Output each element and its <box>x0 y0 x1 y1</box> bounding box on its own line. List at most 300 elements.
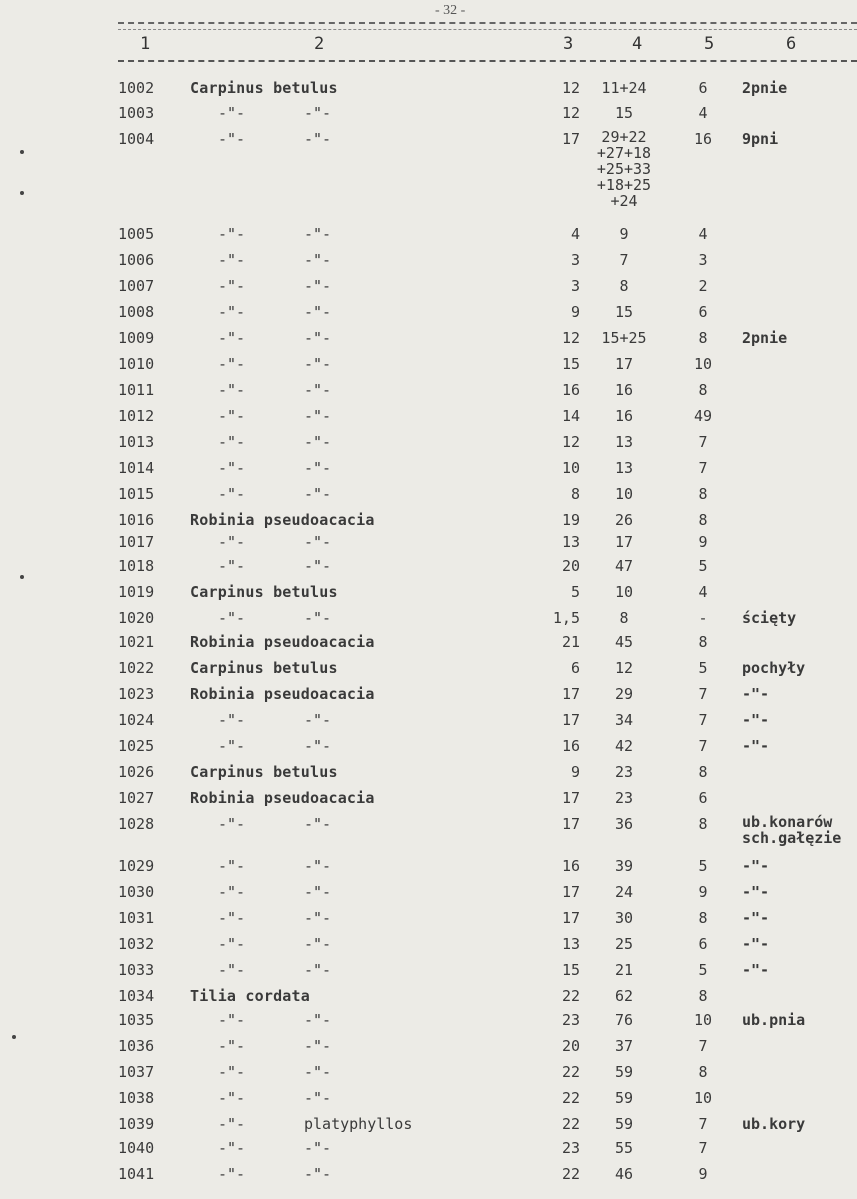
table-row <box>0 1114 857 1140</box>
circumference-value: 11+24 <box>601 79 647 97</box>
circumference-value: 23 <box>614 789 634 807</box>
crown-value: 8 <box>698 1063 708 1081</box>
table-row <box>0 788 857 814</box>
table-row <box>0 406 857 432</box>
row-number: 1012 <box>118 407 155 425</box>
row-number: 1004 <box>118 130 155 148</box>
column-header-3: 3 <box>563 34 574 54</box>
height-value: 22 <box>561 1165 580 1183</box>
crown-value: 49 <box>693 407 713 425</box>
crown-value: 9 <box>698 883 708 901</box>
row-number: 1017 <box>118 533 155 551</box>
circumference-value: 10 <box>614 485 634 503</box>
ditto-mark-species: -"- <box>304 277 332 295</box>
crown-value: 9 <box>698 1165 708 1183</box>
ditto-mark-species: -"- <box>304 130 332 148</box>
ditto-mark-genus: -"- <box>218 433 246 451</box>
crown-value: 7 <box>698 459 708 477</box>
remarks: -"- <box>742 737 770 755</box>
remarks: -"- <box>742 883 770 901</box>
ditto-mark-species: -"- <box>304 609 332 627</box>
margin-mark <box>20 191 24 195</box>
height-value: 17 <box>561 815 580 833</box>
height-value: 4 <box>570 225 580 243</box>
height-value: 22 <box>561 1089 580 1107</box>
row-number: 1030 <box>118 883 155 901</box>
remarks: -"- <box>742 935 770 953</box>
circumference-value: 46 <box>614 1165 634 1183</box>
ditto-mark-species: -"- <box>304 251 332 269</box>
crown-value: 8 <box>698 815 708 833</box>
crown-value: 5 <box>698 659 708 677</box>
table-row <box>0 1036 857 1062</box>
circumference-value: 23 <box>614 763 634 781</box>
circumference-value: 10 <box>614 583 634 601</box>
table-row <box>0 458 857 484</box>
height-value: 15 <box>561 355 580 373</box>
species-name: Robinia pseudoacacia <box>190 685 375 703</box>
table-row <box>0 710 857 736</box>
height-value: 8 <box>570 485 580 503</box>
height-value: 15 <box>561 961 580 979</box>
crown-value: 7 <box>698 433 708 451</box>
height-value: 17 <box>561 685 580 703</box>
crown-value: 10 <box>693 1089 713 1107</box>
ditto-mark-genus: -"- <box>218 459 246 477</box>
circumference-value: 29 <box>614 685 634 703</box>
species-name: Carpinus betulus <box>190 763 338 781</box>
circumference-value: 59 <box>614 1063 634 1081</box>
ditto-mark-species: -"- <box>304 225 332 243</box>
crown-value: 3 <box>698 251 708 269</box>
ditto-mark-species: -"- <box>304 961 332 979</box>
row-number: 1039 <box>118 1115 155 1133</box>
ditto-mark-genus: -"- <box>218 883 246 901</box>
row-number: 1041 <box>118 1165 155 1183</box>
row-number: 1038 <box>118 1089 155 1107</box>
ditto-mark-species: -"- <box>304 1037 332 1055</box>
ditto-mark-species: -"- <box>304 1063 332 1081</box>
margin-mark <box>20 575 24 579</box>
ditto-mark-species: -"- <box>304 1165 332 1183</box>
table-row <box>0 556 857 582</box>
row-number: 1029 <box>118 857 155 875</box>
remarks: ub.pnia <box>742 1011 806 1029</box>
ditto-mark-genus: -"- <box>218 533 246 551</box>
crown-value: 7 <box>698 1037 708 1055</box>
circumference-value: 9 <box>619 225 629 243</box>
circumference-value: 62 <box>614 987 634 1005</box>
crown-value: 8 <box>698 485 708 503</box>
row-number: 1014 <box>118 459 155 477</box>
height-value: 21 <box>561 633 580 651</box>
ditto-mark-species: -"- <box>304 303 332 321</box>
circumference-value: 25 <box>614 935 634 953</box>
ditto-mark-genus: -"- <box>218 1011 246 1029</box>
ditto-mark-species: -"- <box>304 485 332 503</box>
row-number: 1016 <box>118 511 155 529</box>
crown-value: 8 <box>698 633 708 651</box>
row-number: 1035 <box>118 1011 155 1029</box>
height-value: 6 <box>570 659 580 677</box>
table-row <box>0 813 857 847</box>
header-rule <box>118 60 857 62</box>
row-number: 1024 <box>118 711 155 729</box>
ditto-mark-species: -"- <box>304 329 332 347</box>
height-value: 3 <box>570 277 580 295</box>
height-value: 9 <box>570 763 580 781</box>
circumference-value: 16 <box>614 407 634 425</box>
ditto-mark-genus: -"- <box>218 277 246 295</box>
circumference-value: 34 <box>614 711 634 729</box>
circumference-value: 12 <box>614 659 634 677</box>
ditto-mark-species: -"- <box>304 533 332 551</box>
crown-value: 5 <box>698 557 708 575</box>
height-value: 13 <box>561 935 580 953</box>
height-value: 22 <box>561 1115 580 1133</box>
crown-value: 8 <box>698 381 708 399</box>
circumference-value: 15+25 <box>601 329 647 347</box>
row-number: 1018 <box>118 557 155 575</box>
ditto-mark-species: -"- <box>304 1139 332 1157</box>
height-value: 22 <box>561 1063 580 1081</box>
row-number: 1032 <box>118 935 155 953</box>
height-value: 12 <box>561 79 580 97</box>
table-row <box>0 532 857 558</box>
height-value: 9 <box>570 303 580 321</box>
height-value: 10 <box>561 459 580 477</box>
crown-value: 8 <box>698 511 708 529</box>
circumference-value: 26 <box>614 511 634 529</box>
ditto-mark-species: platyphyllos <box>304 1115 413 1133</box>
circumference-value: 39 <box>614 857 634 875</box>
ditto-mark-species: -"- <box>304 909 332 927</box>
height-value: 23 <box>561 1011 580 1029</box>
column-header-2: 2 <box>314 34 325 54</box>
circumference-value: 45 <box>614 633 634 651</box>
row-number: 1015 <box>118 485 155 503</box>
row-number: 1002 <box>118 79 155 97</box>
row-number: 1036 <box>118 1037 155 1055</box>
height-value: 14 <box>561 407 580 425</box>
crown-value: 5 <box>698 857 708 875</box>
page-number: - 32 - <box>435 3 466 18</box>
column-header-1: 1 <box>140 34 151 54</box>
remarks: pochyły <box>742 659 806 677</box>
circumference-value: 37 <box>614 1037 634 1055</box>
table-row <box>0 1062 857 1088</box>
table-row <box>0 276 857 302</box>
circumference-value: 59 <box>614 1089 634 1107</box>
height-value: 12 <box>561 104 580 122</box>
table-row <box>0 632 857 658</box>
remarks: -"- <box>742 909 770 927</box>
row-number: 1009 <box>118 329 155 347</box>
ditto-mark-species: -"- <box>304 459 332 477</box>
table-row <box>0 1164 857 1190</box>
crown-value: 9 <box>698 533 708 551</box>
remarks: -"- <box>742 711 770 729</box>
ditto-mark-genus: -"- <box>218 1139 246 1157</box>
table-row <box>0 736 857 762</box>
species-name: Carpinus betulus <box>190 583 338 601</box>
circumference-value: 55 <box>614 1139 634 1157</box>
ditto-mark-species: -"- <box>304 355 332 373</box>
row-number: 1026 <box>118 763 155 781</box>
height-value: 17 <box>561 883 580 901</box>
column-header-6: 6 <box>786 34 797 54</box>
ditto-mark-genus: -"- <box>218 1063 246 1081</box>
ditto-mark-genus: -"- <box>218 407 246 425</box>
crown-value: 7 <box>698 1139 708 1157</box>
table-row <box>0 908 857 934</box>
ditto-mark-species: -"- <box>304 815 332 833</box>
ditto-mark-species: -"- <box>304 1089 332 1107</box>
ditto-mark-genus: -"- <box>218 1037 246 1055</box>
height-value: 5 <box>570 583 580 601</box>
circumference-value: 17 <box>614 533 634 551</box>
margin-mark <box>12 1035 16 1039</box>
ditto-mark-species: -"- <box>304 935 332 953</box>
height-value: 19 <box>561 511 580 529</box>
row-number: 1013 <box>118 433 155 451</box>
species-name: Robinia pseudoacacia <box>190 511 375 529</box>
crown-value: 16 <box>693 130 713 148</box>
crown-value: 4 <box>698 583 708 601</box>
table-row <box>0 1010 857 1036</box>
ditto-mark-species: -"- <box>304 407 332 425</box>
row-number: 1033 <box>118 961 155 979</box>
row-number: 1011 <box>118 381 155 399</box>
table-row <box>0 302 857 328</box>
ditto-mark-genus: -"- <box>218 1089 246 1107</box>
height-value: 16 <box>561 381 580 399</box>
table-row <box>0 658 857 684</box>
circumference-value: 36 <box>614 815 634 833</box>
column-header-4: 4 <box>632 34 643 54</box>
circumference-value: 76 <box>614 1011 634 1029</box>
circumference-value: 21 <box>614 961 634 979</box>
row-number: 1028 <box>118 815 155 833</box>
row-number: 1023 <box>118 685 155 703</box>
crown-value: 10 <box>693 1011 713 1029</box>
ditto-mark-species: -"- <box>304 381 332 399</box>
ditto-mark-genus: -"- <box>218 1165 246 1183</box>
species-name: Carpinus betulus <box>190 659 338 677</box>
ditto-mark-species: -"- <box>304 883 332 901</box>
ditto-mark-genus: -"- <box>218 815 246 833</box>
height-value: 16 <box>561 737 580 755</box>
crown-value: 8 <box>698 763 708 781</box>
row-number: 1021 <box>118 633 155 651</box>
row-number: 1003 <box>118 104 155 122</box>
circumference-value: 29+22 +27+18 +25+33 +18+25 +24 <box>596 128 652 210</box>
row-number: 1010 <box>118 355 155 373</box>
row-number: 1034 <box>118 987 155 1005</box>
table-row <box>0 960 857 986</box>
crown-value: 4 <box>698 104 708 122</box>
table-row <box>0 224 857 250</box>
row-number: 1020 <box>118 609 155 627</box>
ditto-mark-genus: -"- <box>218 609 246 627</box>
ditto-mark-species: -"- <box>304 433 332 451</box>
ditto-mark-genus: -"- <box>218 909 246 927</box>
ditto-mark-genus: -"- <box>218 711 246 729</box>
remarks: -"- <box>742 685 770 703</box>
remarks: ub.konarów sch.gałęzie <box>742 813 842 847</box>
row-number: 1019 <box>118 583 155 601</box>
circumference-value: 24 <box>614 883 634 901</box>
table-row <box>0 128 857 210</box>
row-number: 1025 <box>118 737 155 755</box>
ditto-mark-species: -"- <box>304 711 332 729</box>
top-rule-secondary <box>118 29 857 30</box>
height-value: 17 <box>561 909 580 927</box>
height-value: 17 <box>561 711 580 729</box>
crown-value: 6 <box>698 303 708 321</box>
table-row <box>0 78 857 104</box>
height-value: 1,5 <box>552 609 580 627</box>
table-row <box>0 882 857 908</box>
crown-value: 7 <box>698 1115 708 1133</box>
table-row <box>0 328 857 354</box>
table-row <box>0 432 857 458</box>
species-name: Robinia pseudoacacia <box>190 633 375 651</box>
row-number: 1022 <box>118 659 155 677</box>
row-number: 1031 <box>118 909 155 927</box>
ditto-mark-genus: -"- <box>218 225 246 243</box>
remarks: 2pnie <box>742 79 788 97</box>
ditto-mark-genus: -"- <box>218 961 246 979</box>
table-row <box>0 250 857 276</box>
circumference-value: 47 <box>614 557 634 575</box>
crown-value: 7 <box>698 737 708 755</box>
circumference-value: 7 <box>619 251 629 269</box>
circumference-value: 8 <box>619 609 629 627</box>
ditto-mark-genus: -"- <box>218 303 246 321</box>
remarks: 2pnie <box>742 329 788 347</box>
crown-value: 7 <box>698 711 708 729</box>
ditto-mark-species: -"- <box>304 737 332 755</box>
column-header-5: 5 <box>704 34 715 54</box>
table-row <box>0 1088 857 1114</box>
height-value: 17 <box>561 789 580 807</box>
table-row <box>0 582 857 608</box>
height-value: 20 <box>561 557 580 575</box>
circumference-value: 13 <box>614 433 634 451</box>
ditto-mark-genus: -"- <box>218 485 246 503</box>
crown-value: 10 <box>693 355 713 373</box>
crown-value: 6 <box>698 935 708 953</box>
table-row <box>0 380 857 406</box>
height-value: 12 <box>561 329 580 347</box>
crown-value: 5 <box>698 961 708 979</box>
crown-value: 8 <box>698 909 708 927</box>
table-row <box>0 856 857 882</box>
species-name: Carpinus betulus <box>190 79 338 97</box>
height-value: 23 <box>561 1139 580 1157</box>
height-value: 16 <box>561 857 580 875</box>
ditto-mark-species: -"- <box>304 1011 332 1029</box>
top-rule <box>118 22 857 24</box>
ditto-mark-genus: -"- <box>218 381 246 399</box>
circumference-value: 59 <box>614 1115 634 1133</box>
ditto-mark-genus: -"- <box>218 104 246 122</box>
ditto-mark-genus: -"- <box>218 1115 246 1133</box>
height-value: 20 <box>561 1037 580 1055</box>
circumference-value: 16 <box>614 381 634 399</box>
height-value: 13 <box>561 533 580 551</box>
ditto-mark-genus: -"- <box>218 557 246 575</box>
ditto-mark-species: -"- <box>304 857 332 875</box>
table-row <box>0 684 857 710</box>
remarks: ścięty <box>742 609 797 627</box>
margin-mark <box>20 150 24 154</box>
table-row <box>0 608 857 634</box>
remarks: -"- <box>742 961 770 979</box>
circumference-value: 30 <box>614 909 634 927</box>
ditto-mark-genus: -"- <box>218 355 246 373</box>
ditto-mark-species: -"- <box>304 104 332 122</box>
crown-value: 6 <box>698 79 708 97</box>
table-row <box>0 762 857 788</box>
remarks: 9pni <box>742 130 779 148</box>
row-number: 1037 <box>118 1063 155 1081</box>
ditto-mark-genus: -"- <box>218 857 246 875</box>
circumference-value: 15 <box>614 303 634 321</box>
table-row <box>0 1138 857 1164</box>
ditto-mark-genus: -"- <box>218 329 246 347</box>
height-value: 12 <box>561 433 580 451</box>
species-name: Tilia cordata <box>190 987 310 1005</box>
ditto-mark-species: -"- <box>304 557 332 575</box>
circumference-value: 15 <box>614 104 634 122</box>
ditto-mark-genus: -"- <box>218 935 246 953</box>
ditto-mark-genus: -"- <box>218 251 246 269</box>
row-number: 1006 <box>118 251 155 269</box>
crown-value: 8 <box>698 329 708 347</box>
crown-value: 7 <box>698 685 708 703</box>
row-number: 1008 <box>118 303 155 321</box>
table-row <box>0 354 857 380</box>
height-value: 3 <box>570 251 580 269</box>
species-name: Robinia pseudoacacia <box>190 789 375 807</box>
circumference-value: 13 <box>614 459 634 477</box>
crown-value: 4 <box>698 225 708 243</box>
row-number: 1007 <box>118 277 155 295</box>
circumference-value: 17 <box>614 355 634 373</box>
circumference-value: 8 <box>619 277 629 295</box>
crown-value: 6 <box>698 789 708 807</box>
height-value: 17 <box>561 130 580 148</box>
remarks: ub.kory <box>742 1115 806 1133</box>
row-number: 1027 <box>118 789 155 807</box>
table-row <box>0 484 857 510</box>
row-number: 1040 <box>118 1139 155 1157</box>
circumference-value: 42 <box>614 737 634 755</box>
row-number: 1005 <box>118 225 155 243</box>
ditto-mark-genus: -"- <box>218 737 246 755</box>
remarks: -"- <box>742 857 770 875</box>
height-value: 22 <box>561 987 580 1005</box>
table-row <box>0 103 857 129</box>
crown-value: 2 <box>698 277 708 295</box>
table-row <box>0 986 857 1012</box>
crown-value: - <box>698 609 708 627</box>
crown-value: 8 <box>698 987 708 1005</box>
table-row <box>0 934 857 960</box>
ditto-mark-genus: -"- <box>218 130 246 148</box>
